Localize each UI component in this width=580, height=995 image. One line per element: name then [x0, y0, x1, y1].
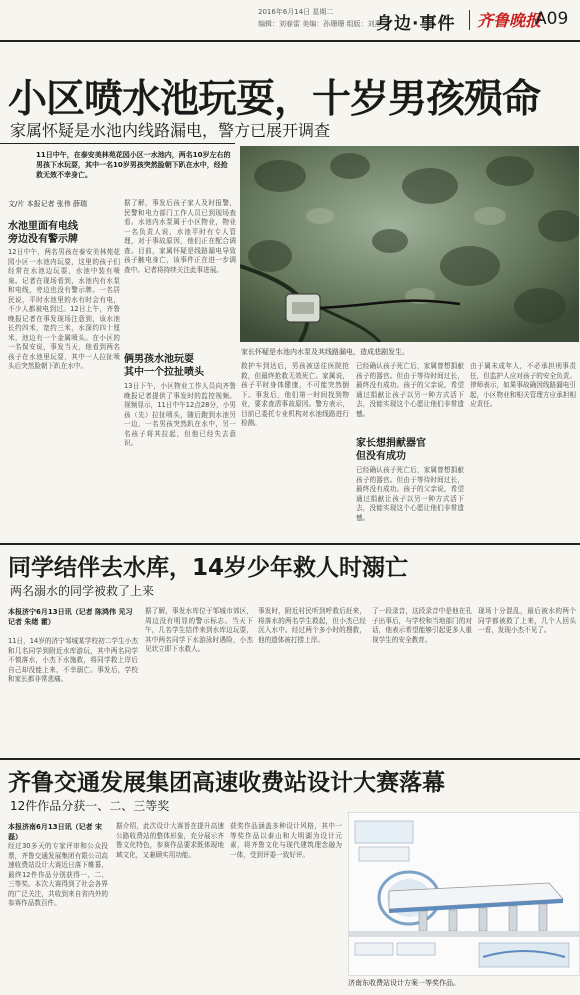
toll-station-illustration [349, 813, 579, 975]
story1-byline: 文/片 本报记者 张伟 薛瑞 [8, 200, 88, 208]
story2-column-5: 现场十分混乱，最后被水的两个同学都被救了上来，几个人回头一看，发现小杰不见了。 [478, 607, 576, 634]
masthead-divider [469, 10, 470, 30]
story1-lede: 11日中午，在泰安美林苑花园小区一水池内，两名10岁左右的男孩下水玩耍，其中一名10岁男孩突然脸朝下趴在水中，经抢救无效不幸身亡。 [36, 151, 231, 179]
story2-dateline: 本报济宁6月13日讯（记者 陈鸿伟 见习记者 朱绪 霍） [8, 608, 133, 626]
story2-column-3: 事发时，附近村民听到呼救后赶来，将落水的两名学生救起，但小杰已经沉入水中。经过两个多小时的搜救，他的遗体被打捞上岸。 [258, 607, 366, 644]
story1-column-4: 救护车到达后，男孩被送往医院抢救，但最终抢救无效死亡。家属说，孩子平时身体健康，不可能突然倒下。事发后，他们第一时间找到物业，要求查清事故原因。警方表示，目前已委托专业机构对水池线路进行检测。 [241, 362, 349, 427]
story1-photo-caption: 家长怀疑是水池内水泵及其线路漏电，造成悲剧发生。 [241, 348, 409, 356]
story1-subhead-2: 俩男孩水池玩耍 其中一个拉扯喷头 [124, 354, 204, 378]
story3-subheadline: 12件作品分获一、二、三等奖 [10, 799, 170, 813]
story1-column-5: 已经确认孩子死亡后，家属曾想捐献孩子的器官。但由于等待时间过长，最终没有成功。孩子的父亲说，希望通过捐献让孩子以另一种方式活下去，没能实现这个心愿让他们非常遗憾。 [356, 362, 464, 418]
story1-column-6: 由于属未成年人，不必承担刑事责任，但监护人应对孩子的安全负责。律师表示，如果事故确因线路漏电引起，小区物业和相关管理方应承担相应责任。 [470, 362, 576, 408]
story1-headline: 小区喷水池玩耍，十岁男孩殒命 [8, 77, 541, 122]
story1-subhead-3: 家长想捐献器官 但没有成功 [356, 438, 426, 462]
pool-photo-illustration [240, 146, 579, 342]
story3-headline: 齐鲁交通发展集团高速收费站设计大赛落幕 [8, 770, 445, 796]
story3-column-3: 获奖作品涵盖多种设计风格，其中一等奖作品以泰山和大明湖为设计元素，将齐鲁文化与现代建筑理念融为一体，受到评委一致好评。 [230, 822, 342, 859]
story3-rule [0, 758, 580, 760]
newspaper-logo: 齐鲁晚报 [477, 11, 542, 30]
story1-column-2: 据了解，事发后孩子家人及时报警，民警和电力部门工作人员已到现场查看。水池内水泵属于小区物业，物业一名负责人说，水池平时有专人管理，对于事故原因，他们正在配合调查。目前，家属怀疑是线路漏电导致孩子触电身亡，该事件正在进一步调查中。记者将持续关注此事进展。 [124, 199, 236, 274]
toll-station-design-image [348, 812, 580, 976]
story2-subheadline: 两名溺水的同学被救了上来 [10, 584, 155, 598]
masthead [0, 0, 580, 40]
masthead-rule [0, 40, 580, 42]
story2-rule [0, 543, 580, 545]
story3-column-2: 据介绍，此次设计大赛旨在提升高速公路收费站的整体形象，充分展示齐鲁文化特色，参赛作品要求既体现地域文化，又兼顾实用功能。 [116, 822, 224, 859]
story1-subheadline: 家属怀疑是水池内线路漏电，警方已展开调查 [10, 121, 331, 140]
story2-column-1: 11日，14岁的济宁邹城某学校初二学生小杰和几名同学到附近水库游玩，其中两名同学不慎落水，小杰下水施救，将同学救上岸后自己却没能上来，不幸溺亡。事发后，学校和家长都非常悲痛。 [8, 637, 138, 683]
editor-credits: 编辑：刘春雷 美编：孙珊珊 组版：刘燕 [258, 20, 382, 28]
story2-column-2: 据了解，事发水库位于邹城市郊区，周边没有明显的警示标志。当天下午，几名学生结伴来到水库边玩耍，其中两名同学下水游泳时遇险，小杰见状立即下水救人。 [145, 607, 253, 653]
story1-column-1: 12日中午，两名男孩在泰安美林苑花园小区一水池内玩耍，这里的孩子们经常在水池边玩耍，水池中装有喷泉。记者在现场看到，水池内有水泵和电线，旁边也没有警示牌。一名居民说，平时水池里的水有时会有电，不少人都被电到过。12日上午，齐鲁晚报记者在事发现场注意到，该水池长约四米，宽约三米，水深约四十厘米，池边有一个金属喷头。在小区的一名保安说，事发当天，他看到两名孩子在水池里玩耍，其中一人拉扯喷头后突然脸朝下趴在水中。 [8, 248, 120, 370]
page-number: A09 [535, 9, 569, 29]
story3-column-1: 经过30多天的专家评审和公众投票，齐鲁交通发展集团有限公司高速收费站设计大赛近日落下帷幕，最终12件作品分别获得一、二、三等奖。本次大赛得到了社会各界的广泛关注，共收到来自省内外的参赛作品数百件。 [8, 842, 108, 907]
story1-column-5b: 已经确认孩子死亡后，家属曾想捐献孩子的器官。但由于等待时间过长，最终没有成功。孩子的父亲说，希望通过捐献让孩子以另一种方式活下去，没能实现这个心愿让他们非常遗憾。 [356, 466, 464, 522]
section-title: 身边·事件 [376, 14, 456, 34]
story2-headline: 同学结伴去水库，14岁少年救人时溺亡 [8, 555, 409, 581]
story1-rule [0, 143, 235, 144]
story2-column-4: 了一段录音，这段录音中是他在孔子出事后，与学校和当地部门的对话，他表示希望能够引起更多人重视学生的安全教育。 [372, 607, 472, 644]
story1-column-3: 13日下午，小区物业工作人员向齐鲁晚报记者提供了事发时的监控视频。视频显示，11日中午12点28分，小男孩（先）拉扯喷头，随后跑到水池另一边，一名男孩突然趴在水中，另一名孩子将其拉起，但他已经失去意识。 [124, 382, 236, 447]
story1-subhead-1: 水池里面有电线 旁边没有警示牌 [8, 221, 78, 245]
story3-dateline: 本报济南6月13日讯（记者 宋磊） [8, 823, 103, 841]
story1-photo [240, 146, 579, 342]
story3-image-caption: 济南东收费站设计方案一等奖作品。 [348, 979, 460, 987]
issue-date: 2016年6月14日 星期二 [258, 8, 334, 16]
